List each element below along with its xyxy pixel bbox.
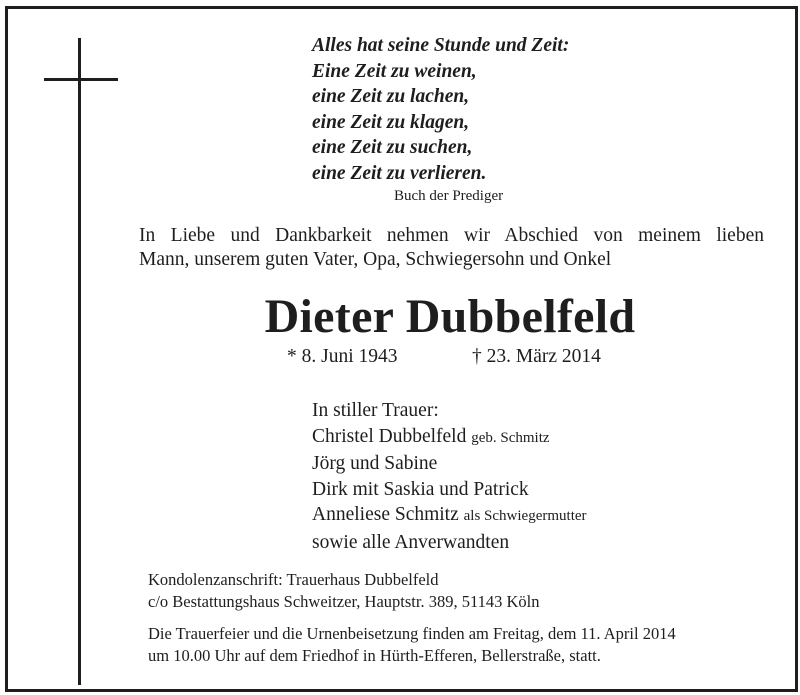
birth-date: * 8. Juni 1943 xyxy=(287,346,398,367)
mourner-name: sowie alle Anverwandten xyxy=(312,531,510,553)
contact-line: Kondolenzanschrift: Trauerhaus Dubbelfeld xyxy=(148,570,439,589)
deceased-name: Dieter Dubbelfeld xyxy=(264,290,636,343)
cross-icon xyxy=(78,38,81,685)
mourner-name: Jörg und Sabine xyxy=(312,453,438,474)
poem-line: Eine Zeit zu weinen, xyxy=(312,60,477,82)
poem-line: eine Zeit zu verlieren. xyxy=(312,162,487,184)
mourner-entry xyxy=(312,477,587,503)
mourner-name: Christel Dubbelfeld xyxy=(312,425,467,447)
mourners-list xyxy=(312,398,587,555)
poem-line: eine Zeit zu klagen, xyxy=(312,111,470,133)
mourner-name: Dirk mit Saskia und Patrick xyxy=(312,478,529,500)
funeral-info xyxy=(148,623,676,666)
poem-line: eine Zeit zu suchen, xyxy=(312,137,473,158)
mourner-name: Anneliese Schmitz xyxy=(312,504,459,525)
funeral-line: Die Trauerfeier und die Urnenbeisetzung finden am Freitag, dem 11. April 2014 xyxy=(148,624,676,643)
poem-source: Buch der Prediger xyxy=(394,188,504,204)
mourner-note: als Schwiegermutter xyxy=(463,508,587,524)
mourner-entry xyxy=(312,530,587,556)
poem-line: Alles hat seine Stunde und Zeit: xyxy=(312,35,570,56)
contact-line: c/o Bestattungshaus Schweitzer, Hauptstr. 389, 51143 Köln xyxy=(148,591,540,611)
death-date: † 23. März 2014 xyxy=(472,346,601,367)
mourner-note: geb. Schmitz xyxy=(471,429,550,446)
intro-text xyxy=(139,224,764,271)
mourners-heading: In stiller Trauer: xyxy=(312,400,439,421)
poem-line: eine Zeit zu lachen, xyxy=(312,86,470,107)
mourner-entry xyxy=(312,424,587,452)
condolence-address xyxy=(148,569,539,612)
mourner-entry xyxy=(312,502,587,530)
intro-line: In Liebe und Dankbarkeit nehmen wir Abschied von meinem lieben xyxy=(139,225,764,246)
intro-line: Mann, unserem guten Vater, Opa, Schwiegersohn und Onkel xyxy=(139,248,612,270)
mourner-entry xyxy=(312,451,587,477)
funeral-line: um 10.00 Uhr auf dem Friedhof in Hürth-Efferen, Bellerstraße, statt. xyxy=(148,645,601,665)
cross-icon-bar xyxy=(44,78,118,81)
poem xyxy=(312,33,569,186)
